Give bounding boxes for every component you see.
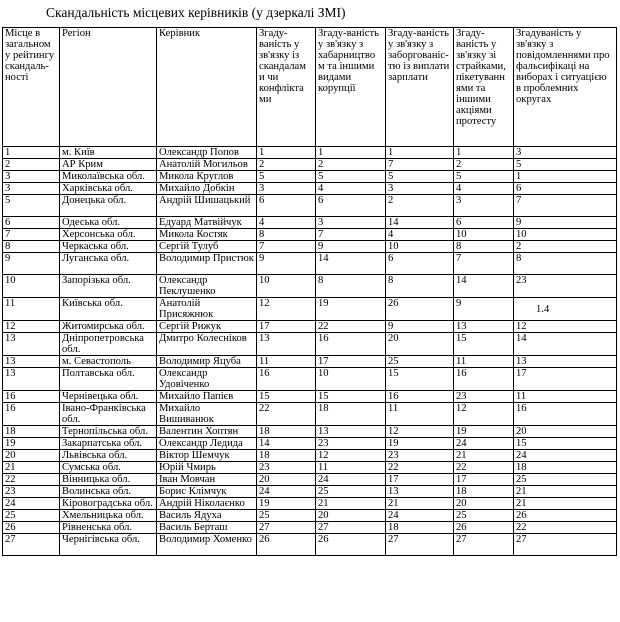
elections-cell: 8 xyxy=(514,253,617,275)
wage-arrears-cell: 12 xyxy=(386,426,454,438)
elections-cell: 11 xyxy=(514,391,617,403)
protests-cell: 2 xyxy=(454,159,514,171)
corruption-cell: 13 xyxy=(316,426,386,438)
leader-cell: Сергій Рижук xyxy=(157,321,257,333)
table-row xyxy=(3,333,617,356)
wage-arrears-cell: 26 xyxy=(386,298,454,321)
elections-cell: 3 xyxy=(514,147,617,159)
wage-arrears-cell: 27 xyxy=(386,534,454,556)
elections-cell: 24 xyxy=(514,450,617,462)
scandals-cell: 16 xyxy=(257,368,316,391)
table-row xyxy=(3,217,617,229)
region-cell: Донецька обл. xyxy=(60,195,157,217)
table-row xyxy=(3,450,617,462)
scandals-cell: 12 xyxy=(257,298,316,321)
corruption-cell: 9 xyxy=(316,241,386,253)
header-row xyxy=(3,28,617,147)
corruption-cell: 21 xyxy=(316,498,386,510)
elections-cell: 26 xyxy=(514,510,617,522)
table-row xyxy=(3,321,617,333)
leader-cell: Андрій Шишацький xyxy=(157,195,257,217)
table-row xyxy=(3,534,617,556)
wage-arrears-cell: 18 xyxy=(386,522,454,534)
page-title: Скандальність місцевих керівників (у дзеркалі ЗМІ) xyxy=(46,5,346,20)
wage-arrears-cell: 2 xyxy=(386,195,454,217)
table-row xyxy=(3,498,617,510)
corruption-cell: 5 xyxy=(316,171,386,183)
rank-cell: 26 xyxy=(3,522,60,534)
region-cell: Луганська обл. xyxy=(60,253,157,275)
table-row xyxy=(3,474,617,486)
rank-cell: 16 xyxy=(3,403,60,426)
rank-cell: 21 xyxy=(3,462,60,474)
corruption-cell: 27 xyxy=(316,522,386,534)
region-cell: Полтавська обл. xyxy=(60,368,157,391)
region-cell: Чернівецька обл. xyxy=(60,391,157,403)
protests-cell: 5 xyxy=(454,171,514,183)
leader-cell: Михайло Добкін xyxy=(157,183,257,195)
corruption-cell: 19 xyxy=(316,298,386,321)
region-cell: м. Севастополь xyxy=(60,356,157,368)
leader-cell: Віктор Шемчук xyxy=(157,450,257,462)
protests-cell: 10 xyxy=(454,229,514,241)
scandals-cell: 26 xyxy=(257,534,316,556)
region-cell: Хмельницька обл. xyxy=(60,510,157,522)
corruption-cell: 26 xyxy=(316,534,386,556)
elections-cell: 14 xyxy=(514,333,617,356)
rank-cell: 12 xyxy=(3,321,60,333)
corruption-cell: 16 xyxy=(316,333,386,356)
corruption-cell: 4 xyxy=(316,183,386,195)
elections-cell: 9 xyxy=(514,217,617,229)
rank-cell: 23 xyxy=(3,486,60,498)
table-row xyxy=(3,147,617,159)
wage-arrears-cell: 8 xyxy=(386,275,454,298)
scandals-cell: 6 xyxy=(257,195,316,217)
rank-cell: 11 xyxy=(3,298,60,321)
leader-cell: Микола Костяк xyxy=(157,229,257,241)
leader-cell: Олександр Попов xyxy=(157,147,257,159)
table-row xyxy=(3,356,617,368)
protests-cell: 18 xyxy=(454,486,514,498)
table-row xyxy=(3,183,617,195)
elections-cell: 1.4 xyxy=(514,298,617,321)
scandals-cell: 14 xyxy=(257,438,316,450)
elections-cell: 27 xyxy=(514,534,617,556)
elections-cell: 21 xyxy=(514,486,617,498)
table-row xyxy=(3,253,617,275)
scandals-cell: 3 xyxy=(257,183,316,195)
scandals-cell: 24 xyxy=(257,486,316,498)
protests-cell: 15 xyxy=(454,333,514,356)
table-row xyxy=(3,438,617,450)
table-row xyxy=(3,403,617,426)
table-row xyxy=(3,171,617,183)
elections-cell: 17 xyxy=(514,368,617,391)
scandals-cell: 27 xyxy=(257,522,316,534)
rank-cell: 9 xyxy=(3,253,60,275)
scandals-cell: 1 xyxy=(257,147,316,159)
corruption-cell: 25 xyxy=(316,486,386,498)
scandals-cell: 17 xyxy=(257,321,316,333)
region-cell: Одеська обл. xyxy=(60,217,157,229)
region-cell: Тернопільська обл. xyxy=(60,426,157,438)
wage-arrears-cell: 3 xyxy=(386,183,454,195)
corruption-cell: 1 xyxy=(316,147,386,159)
corruption-cell: 7 xyxy=(316,229,386,241)
scandals-cell: 15 xyxy=(257,391,316,403)
region-cell: АР Крим xyxy=(60,159,157,171)
protests-cell: 1 xyxy=(454,147,514,159)
protests-cell: 8 xyxy=(454,241,514,253)
header-scandals: Згаду-ваність у зв'язку із скандалам и чи конфлікта ми xyxy=(257,28,316,147)
rank-cell: 13 xyxy=(3,333,60,356)
rank-cell: 1 xyxy=(3,147,60,159)
leader-cell: Сергій Тулуб xyxy=(157,241,257,253)
region-cell: Івано-Франківська обл. xyxy=(60,403,157,426)
wage-arrears-cell: 21 xyxy=(386,498,454,510)
rank-cell: 22 xyxy=(3,474,60,486)
header-elections: Згадуваність у зв'язку з повідомленнями про фальсифікаці на виборах і ситуацією в проблемних округах xyxy=(514,28,617,147)
region-cell: Київська обл. xyxy=(60,298,157,321)
region-cell: Запорізька обл. xyxy=(60,275,157,298)
leader-cell: Микола Круглов xyxy=(157,171,257,183)
protests-cell: 26 xyxy=(454,522,514,534)
protests-cell: 19 xyxy=(454,426,514,438)
corruption-cell: 14 xyxy=(316,253,386,275)
corruption-cell: 10 xyxy=(316,368,386,391)
region-cell: Чернігівська обл. xyxy=(60,534,157,556)
corruption-cell: 6 xyxy=(316,195,386,217)
wage-arrears-cell: 20 xyxy=(386,333,454,356)
rank-cell: 25 xyxy=(3,510,60,522)
table-row xyxy=(3,241,617,253)
elections-cell: 2 xyxy=(514,241,617,253)
protests-cell: 12 xyxy=(454,403,514,426)
table-row xyxy=(3,426,617,438)
corruption-cell: 23 xyxy=(316,438,386,450)
leader-cell: Володимир Пристюк xyxy=(157,253,257,275)
scandals-cell: 9 xyxy=(257,253,316,275)
rank-cell: 20 xyxy=(3,450,60,462)
corruption-cell: 20 xyxy=(316,510,386,522)
protests-cell: 17 xyxy=(454,474,514,486)
elections-cell: 16 xyxy=(514,403,617,426)
wage-arrears-cell: 22 xyxy=(386,462,454,474)
header-region: Регіон xyxy=(60,28,157,147)
wage-arrears-cell: 13 xyxy=(386,486,454,498)
region-cell: Сумська обл. xyxy=(60,462,157,474)
protests-cell: 24 xyxy=(454,438,514,450)
region-cell: Черкаська обл. xyxy=(60,241,157,253)
scandals-cell: 13 xyxy=(257,333,316,356)
protests-cell: 21 xyxy=(454,450,514,462)
table-row xyxy=(3,298,617,321)
wage-arrears-cell: 24 xyxy=(386,510,454,522)
wage-arrears-cell: 9 xyxy=(386,321,454,333)
table-row xyxy=(3,391,617,403)
protests-cell: 23 xyxy=(454,391,514,403)
leader-cell: Борис Клімчук xyxy=(157,486,257,498)
elections-cell: 5 xyxy=(514,159,617,171)
scandals-cell: 8 xyxy=(257,229,316,241)
region-cell: Херсонська обл. xyxy=(60,229,157,241)
leader-cell: Олександр Удовіченко xyxy=(157,368,257,391)
rank-cell: 16 xyxy=(3,391,60,403)
leader-cell: Валентин Хоптян xyxy=(157,426,257,438)
region-cell: Харківська обл. xyxy=(60,183,157,195)
table-row xyxy=(3,195,617,217)
elections-cell: 25 xyxy=(514,474,617,486)
protests-cell: 16 xyxy=(454,368,514,391)
protests-cell: 20 xyxy=(454,498,514,510)
leader-cell: Василь Ядуха xyxy=(157,510,257,522)
wage-arrears-cell: 1 xyxy=(386,147,454,159)
scandals-cell: 18 xyxy=(257,450,316,462)
wage-arrears-cell: 25 xyxy=(386,356,454,368)
rank-cell: 8 xyxy=(3,241,60,253)
scandals-cell: 2 xyxy=(257,159,316,171)
elections-cell: 7 xyxy=(514,195,617,217)
leader-cell: Іван Мовчан xyxy=(157,474,257,486)
rank-cell: 13 xyxy=(3,368,60,391)
wage-arrears-cell: 4 xyxy=(386,229,454,241)
wage-arrears-cell: 7 xyxy=(386,159,454,171)
leader-cell: Володимир Яцуба xyxy=(157,356,257,368)
leader-cell: Михайло Папієв xyxy=(157,391,257,403)
leader-cell: Андрій Ніколаєнко xyxy=(157,498,257,510)
wage-arrears-cell: 15 xyxy=(386,368,454,391)
region-cell: Волинська обл. xyxy=(60,486,157,498)
elections-cell: 20 xyxy=(514,426,617,438)
protests-cell: 22 xyxy=(454,462,514,474)
leader-cell: Юрій Чмирь xyxy=(157,462,257,474)
region-cell: Дніпропетровська обл. xyxy=(60,333,157,356)
corruption-cell: 24 xyxy=(316,474,386,486)
table-row xyxy=(3,462,617,474)
rank-cell: 3 xyxy=(3,171,60,183)
rank-cell: 13 xyxy=(3,356,60,368)
rank-cell: 5 xyxy=(3,195,60,217)
scandals-cell: 25 xyxy=(257,510,316,522)
corruption-cell: 15 xyxy=(316,391,386,403)
corruption-cell: 3 xyxy=(316,217,386,229)
protests-cell: 27 xyxy=(454,534,514,556)
protests-cell: 7 xyxy=(454,253,514,275)
rank-cell: 6 xyxy=(3,217,60,229)
table-body xyxy=(3,147,617,556)
wage-arrears-cell: 5 xyxy=(386,171,454,183)
scandals-cell: 4 xyxy=(257,217,316,229)
leader-cell: Володимир Хоменко xyxy=(157,534,257,556)
table-row xyxy=(3,368,617,391)
rank-cell: 7 xyxy=(3,229,60,241)
region-cell: Кіровоградська обл. xyxy=(60,498,157,510)
wage-arrears-cell: 17 xyxy=(386,474,454,486)
protests-cell: 14 xyxy=(454,275,514,298)
scandals-cell: 11 xyxy=(257,356,316,368)
wage-arrears-cell: 23 xyxy=(386,450,454,462)
corruption-cell: 11 xyxy=(316,462,386,474)
wage-arrears-cell: 6 xyxy=(386,253,454,275)
scandals-cell: 10 xyxy=(257,275,316,298)
elections-cell: 15 xyxy=(514,438,617,450)
header-rank: Місце в загальном у рейтингу скандаль-ності xyxy=(3,28,60,147)
table-row xyxy=(3,229,617,241)
rank-cell: 2 xyxy=(3,159,60,171)
region-cell: м. Київ xyxy=(60,147,157,159)
leader-cell: Анатолій Присяжнюк xyxy=(157,298,257,321)
rank-cell: 27 xyxy=(3,534,60,556)
protests-cell: 6 xyxy=(454,217,514,229)
elections-cell: 12 xyxy=(514,321,617,333)
table-row xyxy=(3,522,617,534)
table-row xyxy=(3,275,617,298)
elections-cell: 13 xyxy=(514,356,617,368)
scandals-cell: 19 xyxy=(257,498,316,510)
elections-cell: 21 xyxy=(514,498,617,510)
leader-cell: Едуард Матвійчук xyxy=(157,217,257,229)
table-row xyxy=(3,486,617,498)
header-wage-arrears: Згаду-ваність у зв'язку з заборгованіс-тю із виплати зарплати xyxy=(386,28,454,147)
elections-cell: 22 xyxy=(514,522,617,534)
leader-cell: Анатолій Могильов xyxy=(157,159,257,171)
protests-cell: 25 xyxy=(454,510,514,522)
elections-cell: 1 xyxy=(514,171,617,183)
rank-cell: 3 xyxy=(3,183,60,195)
rank-cell: 10 xyxy=(3,275,60,298)
corruption-cell: 12 xyxy=(316,450,386,462)
region-cell: Вінницька обл. xyxy=(60,474,157,486)
corruption-cell: 17 xyxy=(316,356,386,368)
region-cell: Закарпатська обл. xyxy=(60,438,157,450)
leader-cell: Олександр Ледида xyxy=(157,438,257,450)
corruption-cell: 8 xyxy=(316,275,386,298)
scandals-cell: 23 xyxy=(257,462,316,474)
wage-arrears-cell: 19 xyxy=(386,438,454,450)
wage-arrears-cell: 16 xyxy=(386,391,454,403)
wage-arrears-cell: 14 xyxy=(386,217,454,229)
region-cell: Житомирська обл. xyxy=(60,321,157,333)
scandals-cell: 5 xyxy=(257,171,316,183)
corruption-cell: 18 xyxy=(316,403,386,426)
table-row xyxy=(3,159,617,171)
header-leader: Керівник xyxy=(157,28,257,147)
corruption-cell: 22 xyxy=(316,321,386,333)
ranking-table xyxy=(2,27,617,556)
protests-cell: 4 xyxy=(454,183,514,195)
rank-cell: 24 xyxy=(3,498,60,510)
table-row xyxy=(3,510,617,522)
protests-cell: 13 xyxy=(454,321,514,333)
header-protests: Згаду-ваність у зв'язку зі страйками, пікетуванн ями та іншими акціями протесту xyxy=(454,28,514,147)
rank-cell: 19 xyxy=(3,438,60,450)
scandals-cell: 22 xyxy=(257,403,316,426)
elections-cell: 18 xyxy=(514,462,617,474)
scandals-cell: 18 xyxy=(257,426,316,438)
protests-cell: 11 xyxy=(454,356,514,368)
scandals-cell: 20 xyxy=(257,474,316,486)
leader-cell: Олександр Пеклушенко xyxy=(157,275,257,298)
rank-cell: 18 xyxy=(3,426,60,438)
region-cell: Рівненська обл. xyxy=(60,522,157,534)
wage-arrears-cell: 10 xyxy=(386,241,454,253)
header-corruption: Згаду-ваність у зв'язку з хабарництво м та іншими видами корупції xyxy=(316,28,386,147)
protests-cell: 9 xyxy=(454,298,514,321)
elections-cell: 6 xyxy=(514,183,617,195)
elections-cell: 10 xyxy=(514,229,617,241)
corruption-cell: 2 xyxy=(316,159,386,171)
region-cell: Миколаївська обл. xyxy=(60,171,157,183)
leader-cell: Василь Берташ xyxy=(157,522,257,534)
leader-cell: Михайло Вишиванюк xyxy=(157,403,257,426)
elections-cell: 23 xyxy=(514,275,617,298)
protests-cell: 3 xyxy=(454,195,514,217)
region-cell: Львівська обл. xyxy=(60,450,157,462)
leader-cell: Дмитро Колесніков xyxy=(157,333,257,356)
wage-arrears-cell: 11 xyxy=(386,403,454,426)
scandals-cell: 7 xyxy=(257,241,316,253)
